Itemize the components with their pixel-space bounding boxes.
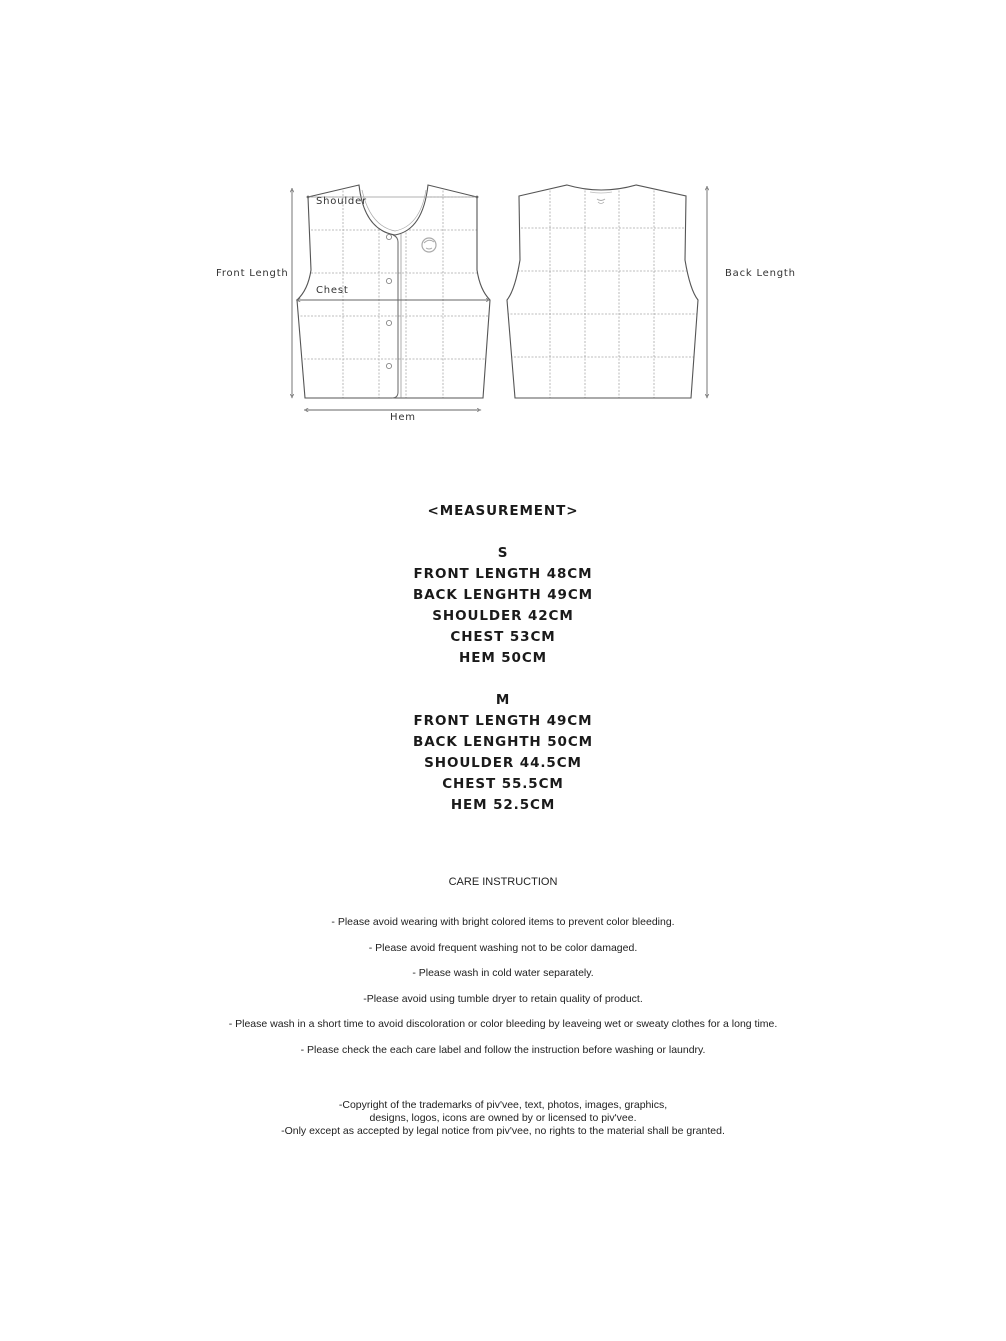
measurement-line: HEM 50CM (459, 650, 547, 666)
care-item: - Please avoid frequent washing not to be color damaged. (368, 941, 638, 954)
measurement-line: BACK LENGHTH 49CM (413, 587, 593, 603)
shoulder-label: Shoulder (316, 196, 367, 207)
care-instruction-title: CARE INSTRUCTION (448, 876, 558, 888)
brand-logo-icon (422, 238, 436, 252)
copyright-line: designs, logos, icons are owned by or licensed to piv'vee. (369, 1112, 637, 1124)
hem-label: Hem (390, 412, 416, 423)
size-block-s (0, 543, 1006, 669)
measurement-line: FRONT LENGTH 48CM (413, 566, 593, 582)
care-item: - Please avoid wearing with bright colored items to prevent color bleeding. (331, 916, 675, 928)
measurement-section (0, 501, 1006, 816)
front-length-label: Front Length (216, 268, 289, 279)
measurement-line: HEM 52.5CM (450, 797, 556, 813)
back-label-icon (597, 199, 605, 204)
vest-diagram-graphic (0, 0, 1006, 440)
care-item: - Please check the each care label and follow the instruction before washing or laundry. (300, 1043, 706, 1056)
care-item: -Please avoid using tumble dryer to retain quality of product. (363, 992, 643, 1005)
measurement-line: SHOULDER 44.5CM (424, 755, 582, 771)
copyright-line: -Only except as accepted by legal notice from piv'vee, no rights to the material shall be granted. (281, 1125, 725, 1137)
copyright-line: -Copyright of the trademarks of piv'vee, text, photos, images, graphics, (338, 1099, 668, 1111)
measurement-line: CHEST 55.5CM (442, 776, 564, 792)
back-vest-drawing (500, 180, 707, 400)
chest-label: Chest (316, 285, 349, 296)
measurement-line: BACK LENGHTH 50CM (413, 734, 593, 750)
measurement-line: CHEST 53CM (450, 629, 556, 645)
copyright-notice (0, 1099, 1006, 1138)
size-label: S (497, 545, 509, 561)
measurement-title: <MEASUREMENT> (427, 503, 579, 519)
size-label: M (495, 692, 511, 708)
size-diagram (0, 0, 1006, 440)
measurement-line: FRONT LENGTH 49CM (413, 713, 593, 729)
back-length-label: Back Length (725, 268, 796, 279)
care-item: - Please wash in a short time to avoid discoloration or color bleeding by leaveing wet or sweaty clothes for a long time. (228, 1018, 778, 1031)
size-block-m (0, 690, 1006, 816)
care-item: - Please wash in cold water separately. (412, 967, 594, 980)
measurement-line: SHOULDER 42CM (432, 608, 574, 624)
care-instruction-list (0, 914, 1006, 1068)
